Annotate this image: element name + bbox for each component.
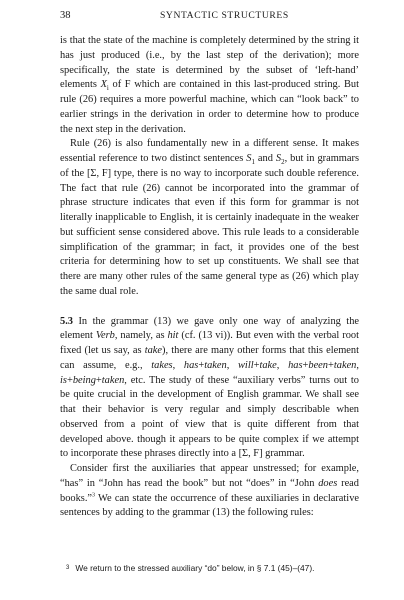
page-number: 38	[60, 10, 71, 21]
footnote-text: We return to the stressed auxiliary “do” below, in § 7.1 (45)–(47).	[75, 563, 315, 573]
paragraph-1: is that the state of the machine is completely determined by the string it has just produced (i.e., by the last step of the derivation); more specifically, the state is determined by the subset of ‘left-hand’ elements $X_i$ of F which are contained in this last-produced string. But rule (26) requires a more powerful machine, which can “look back” to earlier strings in the derivation in order to determine how to produce the next step in the derivation.	[60, 35, 359, 135]
running-title: SYNTACTIC STRUCTURES	[160, 10, 289, 21]
footnote	[60, 563, 359, 574]
body-text	[60, 34, 359, 521]
paragraph-2: Rule (26) is also fundamentally new in a different sense. It makes essential reference to two distinct sentences $S_1$ and $S_2$, but in grammars of the [Σ, F] type, there is no way to incorporate such double reference. The fact that rule (26) cannot be incorporated into the grammar of phrase structure indicates that even if this form for grammar is not literally inapplicable to English, it is certainly inadequate in the weaker but sufficient sense considered above. This rule leads to a considerable simplification of the grammar; in fact, it provides one of the best criteria for determining how to set up constituents. We shall see that there are many other rules of the same general type as (26) which play the same dual role.	[60, 138, 359, 297]
page-header	[60, 9, 360, 23]
section-5-3-paragraph: 5.3 In the grammar (13) we gave only one way of analyzing the element Verb, namely, as hit (cf. (13 vi)). But even with the verbal root fixed (let us say, as take), there are many other forms that this element can assume, e.g., takes, has+taken, will+take, has+been+taken, is+being+taken, etc. The study of these “auxiliary verbs” turns out to be quite crucial in the development of English grammar. We shall see that their behavior is very regular and simply describable when observed from a point of view that is quite different from that developed above. though it appears to be quite complex if we attempt to incorporate these phrases directly into a [Σ, F] grammar.	[60, 315, 359, 460]
paragraph-4: Consider first the auxiliaries that appear unstressed; for example, “has” in “John has read the book” but not “does” in “John does read books.”$^3$ We can state the occurrence of these auxiliaries in declarative sentences by adding to the grammar (13) the following rules:	[60, 463, 359, 519]
footnote-mark: 3	[66, 565, 70, 571]
